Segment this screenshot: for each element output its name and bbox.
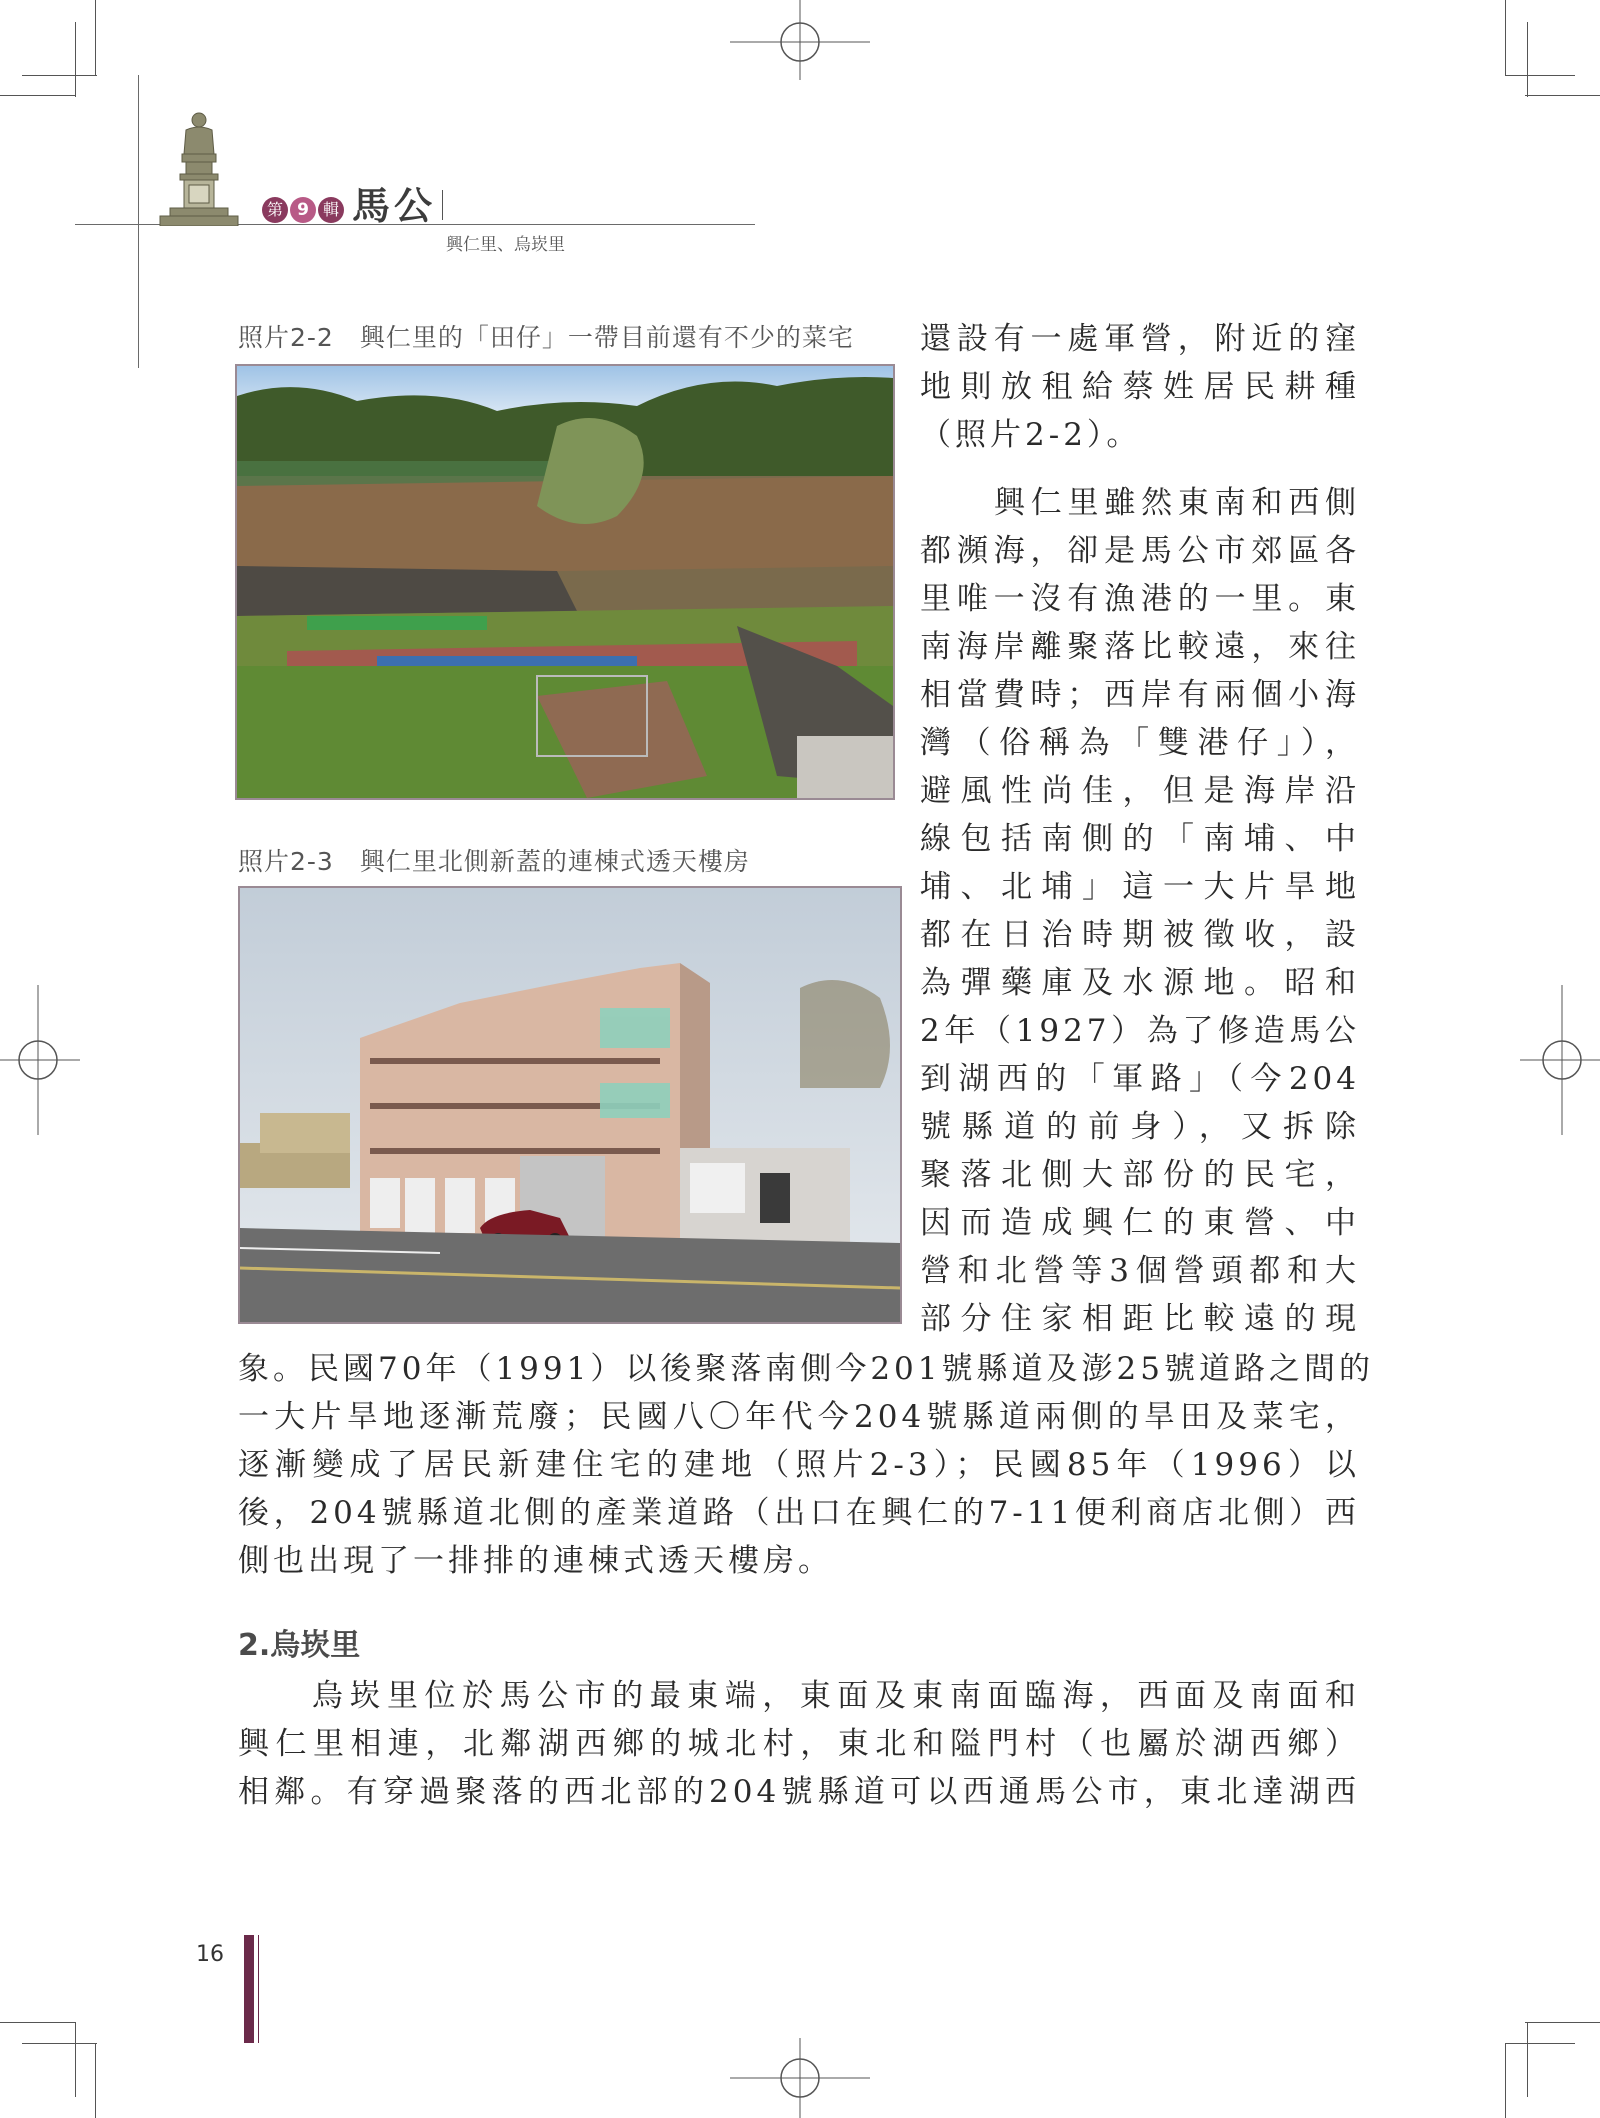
badge-prefix: 第 (262, 197, 288, 223)
page-number: 16 (196, 1942, 224, 1967)
volume-title: 馬公 (352, 183, 437, 228)
text-line: （照片2-2）。 (920, 417, 1142, 453)
text-line: 還設有一處軍營，附近的窪 (920, 321, 1360, 357)
badge-number: 9 (290, 197, 316, 223)
volume-badge (262, 196, 344, 224)
continuation-paragraph (238, 1345, 1374, 1585)
text-line: 相當費時；西岸有兩個小海 (920, 677, 1360, 713)
text-line: 為彈藥庫及水源地。昭和 (920, 965, 1360, 1001)
right-column-text (920, 315, 1360, 1343)
text-line: 後，204號縣道北側的產業道路（出口在興仁的7-11便利商店北側）西 (238, 1495, 1360, 1531)
statue-icon (156, 108, 242, 226)
text-line: 避風性尚佳，但是海岸沿 (920, 773, 1360, 809)
badge-suffix: 輯 (318, 197, 344, 223)
photo-2-2 (235, 364, 895, 800)
text-line: 側也出現了一排排的連棟式透天樓房。 (238, 1543, 833, 1579)
text-line: 線包括南側的「南埔、中 (920, 821, 1360, 857)
text-line: 聚落北側大部份的民宅， (920, 1157, 1360, 1193)
section-heading: 2.烏崁里 (238, 1628, 361, 1663)
page-number-bar-line (258, 1935, 259, 2043)
text-line: 烏崁里位於馬公市的最東端，東面及東南面臨海，西面及南面和 (312, 1678, 1360, 1714)
text-line: 灣（俗稱為「雙港仔」）， (920, 725, 1360, 761)
text-line: 營和北營等3個營頭都和大 (920, 1253, 1360, 1289)
text-line: 部分住家相距比較遠的現 (920, 1301, 1360, 1337)
text-line: 一大片旱地逐漸荒廢；民國八〇年代今204號縣道兩側的旱田及菜宅， (238, 1399, 1360, 1435)
text-line: 都瀕海，卻是馬公市郊區各 (920, 533, 1360, 569)
section-2-paragraph (238, 1672, 1360, 1816)
photo-2-2-caption: 照片2-2 興仁里的「田仔」一帶目前還有不少的菜宅 (238, 323, 854, 352)
registration-mark-left (0, 985, 80, 1135)
text-line: 興仁里雖然東南和西側 (994, 485, 1360, 521)
photo-2-3 (238, 886, 902, 1324)
registration-mark-bottom (730, 2038, 870, 2118)
text-line: 到湖西的「軍路」（今204 (920, 1061, 1360, 1097)
text-line: 埔、北埔」這一大片旱地 (920, 869, 1360, 905)
registration-mark-top (730, 0, 870, 80)
text-line: 2年（1927）為了修造馬公 (920, 1013, 1360, 1049)
text-line: 地則放租給蔡姓居民耕種 (920, 369, 1360, 405)
text-line: 逐漸變成了居民新建住宅的建地（照片2-3）；民國85年（1996）以 (238, 1447, 1360, 1483)
text-line: 南海岸離聚落比較遠，來往 (920, 629, 1360, 665)
page-number-bar (244, 1935, 254, 2043)
text-line: 因而造成興仁的東營、中 (920, 1205, 1360, 1241)
paragraph-2 (920, 479, 1360, 1343)
text-line: 相鄰。有穿過聚落的西北部的204號縣道可以西通馬公市，東北達湖西 (238, 1774, 1360, 1810)
text-line: 號縣道的前身），又拆除 (920, 1109, 1360, 1145)
registration-mark-right (1520, 985, 1600, 1135)
volume-subtitle: 興仁里、烏崁里 (446, 235, 565, 255)
text-line: 都在日治時期被徵收，設 (920, 917, 1360, 953)
text-line: 興仁里相連，北鄰湖西鄉的城北村，東北和隘門村（也屬於湖西鄉） (238, 1726, 1360, 1762)
text-line: 里唯一沒有漁港的一里。東 (920, 581, 1360, 617)
paragraph-1 (920, 315, 1360, 459)
text-line: 象。民國70年（1991）以後聚落南側今201號縣道及澎25號道路之間的 (238, 1351, 1374, 1387)
photo-2-3-caption: 照片2-3 興仁里北側新蓋的連棟式透天樓房 (238, 847, 750, 876)
